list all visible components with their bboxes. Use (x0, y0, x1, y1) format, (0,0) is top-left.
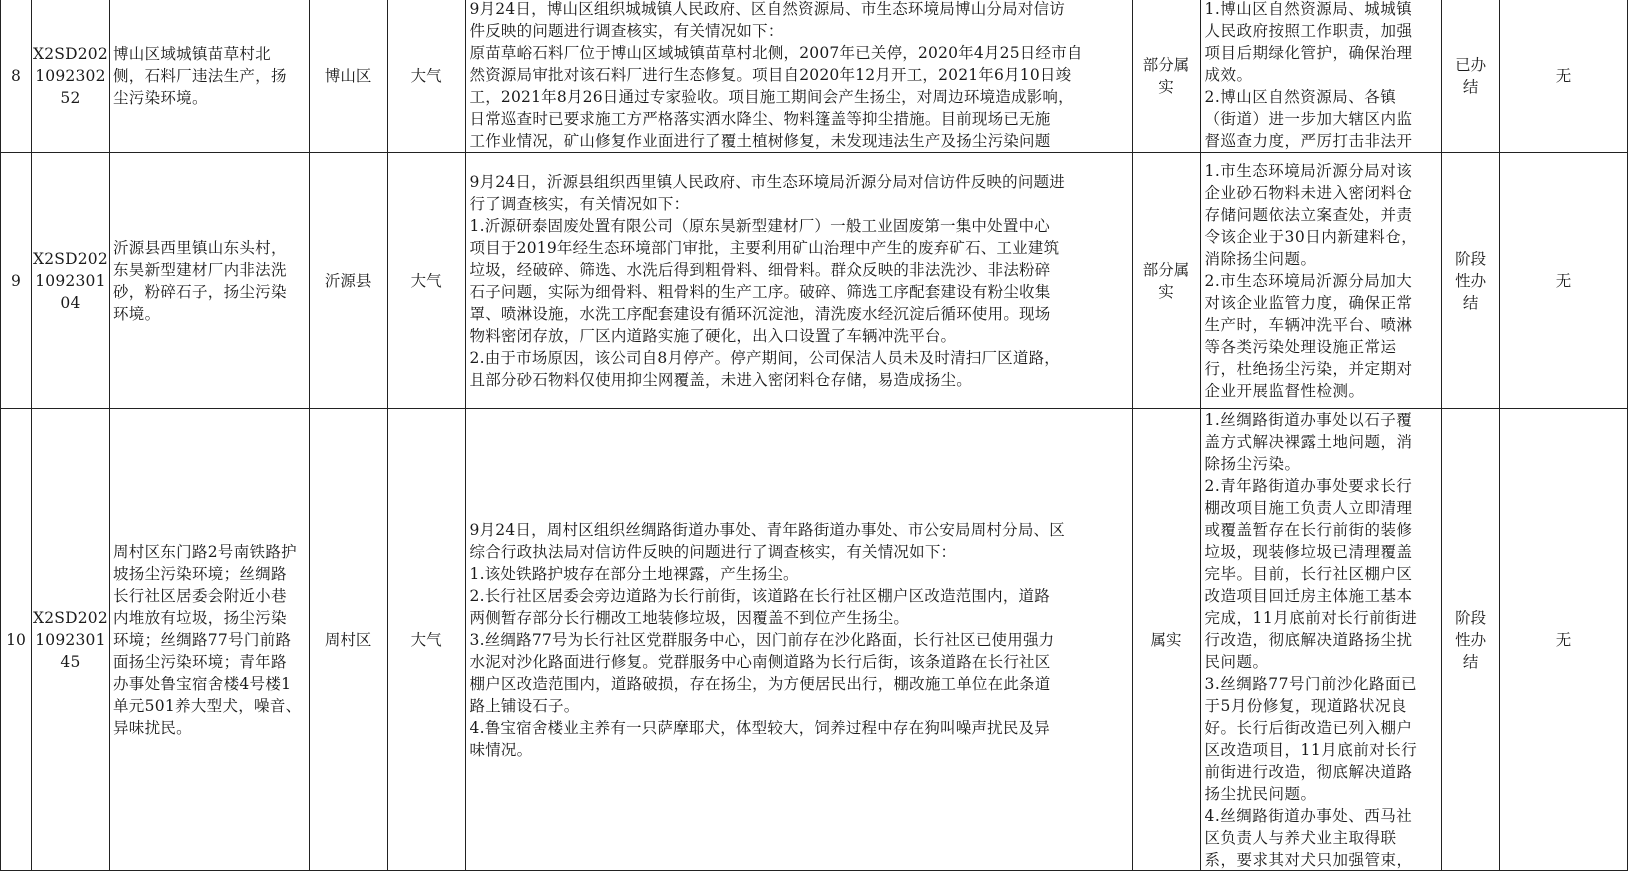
action-line: 2.博山区自然资源局、各镇 (1204, 88, 1397, 106)
description-line: 沂源县西里镇山东头村， (112, 238, 287, 257)
description-line: 侧，石料厂违法生产，扬 (112, 66, 287, 85)
action-line: 于5月份修复，现道路状况良 (1204, 697, 1407, 715)
case-code (31, 0, 109, 153)
accountability: 无 (1500, 153, 1628, 409)
action-line: 督巡查力度，严厉打击非法开 (1204, 132, 1413, 150)
action-line: 1.博山区自然资源局、城城镇 (1204, 0, 1413, 18)
completion-status (1442, 0, 1500, 153)
action-line: 盖方式解决裸露土地问题，消 (1204, 433, 1413, 451)
completion-status (1442, 153, 1500, 409)
action-line: 3.丝绸路77号门前沙化路面已 (1204, 675, 1418, 693)
status-line: 阶段 (1455, 249, 1487, 268)
description-line: 面扬尘污染环境；青年路 (112, 652, 287, 671)
result-line: 综合行政执法局对信访件反映的问题进行了调查核实，有关情况如下： (469, 542, 957, 561)
investigation-result (465, 153, 1132, 409)
result-line: 2.由于市场原因，该公司自8月停产。停产期间，公司保洁人员未及时清扫厂区道路， (469, 348, 1060, 367)
description-line: 长行社区居委会附近小巷 (112, 586, 287, 605)
case-code-line: X2SD202 (33, 608, 108, 627)
case-code-line: 04 (60, 293, 81, 312)
description-line: 办事处鲁宝宿舍楼4号楼1 (112, 674, 292, 693)
case-code-line: 45 (60, 652, 81, 671)
action-text (1205, 0, 1438, 152)
action-line: 垃圾，现装修垃圾已清理覆盖 (1204, 543, 1413, 561)
case-code (31, 409, 109, 871)
result-line: 工，2021年8月26日通过专家验收。项目施工期间会产生扬尘，对周边环境造成影响， (469, 88, 1074, 106)
verdict: 属实 (1132, 409, 1200, 871)
action-line: 对该企业监管力度，确保正常 (1204, 293, 1413, 312)
rectification-action (1200, 409, 1442, 871)
action-line: 2.青年路街道办事处要求长行 (1204, 477, 1413, 495)
pollution-type: 大气 (387, 0, 465, 153)
completion-status (1442, 409, 1500, 871)
description-line: 异味扰民。 (112, 718, 192, 737)
action-line: 企业开展监督性检测。 (1204, 381, 1365, 400)
status-line: 结 (1462, 652, 1479, 671)
case-code-line: 52 (60, 88, 81, 107)
description-line: 博山区域城镇苗草村北 (112, 44, 271, 63)
row-number: 9 (1, 153, 32, 409)
verdict (1132, 153, 1200, 409)
complaint-description (109, 153, 309, 409)
description-line: 东昊新型建材厂内非法洗 (112, 260, 287, 279)
result-line: 2.长行社区居委会旁边道路为长行前街，该道路在长行社区棚户区改造范围内，道路 (469, 586, 1050, 605)
status-line: 结 (1462, 77, 1479, 96)
result-line: 9月24日，周村区组织丝绸路街道办事处、青年路街道办事处、市公安局周村分局、区 (469, 520, 1065, 539)
action-line: 或覆盖暂存在长行前街的装修 (1204, 521, 1413, 539)
status-line: 阶段 (1455, 608, 1487, 627)
district: 周村区 (309, 409, 387, 871)
complaint-description (109, 0, 309, 153)
verdict-line: 实 (1158, 282, 1174, 301)
result-line: 1.沂源研泰固废处置有限公司（原东昊新型建材厂）一般工业固废第一集中处置中心 (469, 216, 1050, 235)
case-code-line: 1092302 (35, 66, 106, 85)
investigation-result (465, 0, 1132, 153)
description-line: 环境；丝绸路77号门前路 (112, 630, 292, 649)
row-number: 8 (1, 0, 32, 153)
action-line: 扬尘扰民问题。 (1204, 785, 1317, 803)
case-code-line: X2SD202 (33, 249, 108, 268)
action-line: 消除扬尘问题。 (1204, 249, 1317, 268)
description-line: 单元501养大型犬，噪音、 (112, 696, 302, 715)
action-line: 区负责人与养犬业主取得联 (1204, 829, 1397, 847)
table-row (1, 153, 1628, 409)
action-line: 成效。 (1204, 66, 1253, 84)
action-line: 行，杜绝扬尘污染，并定期对 (1204, 359, 1413, 378)
description-line: 坡扬尘污染环境；丝绸路 (112, 564, 287, 583)
result-line: 9月24日，沂源县组织西里镇人民政府、市生态环境局沂源分局对信访件反映的问题进 (469, 172, 1065, 191)
result-line: 味情况。 (469, 740, 533, 759)
case-code-line: 1092301 (35, 271, 106, 290)
action-line: 2.市生态环境局沂源分局加大 (1204, 271, 1413, 290)
result-line: 且部分砂石物料仅使用抑尘网覆盖，未进入密闭料仓存储，易造成扬尘。 (469, 370, 972, 389)
result-line: 项目于2019年经生态环境部门审批，主要利用矿山治理中产生的废弃矿石、工业建筑 (469, 238, 1060, 257)
description-line: 砂，粉碎石子，扬尘污染 (112, 282, 287, 301)
action-line: 完毕。目前，长行社区棚户区 (1204, 565, 1413, 583)
result-text (470, 0, 1128, 152)
rectification-action (1200, 0, 1442, 153)
investigation-result (465, 409, 1132, 871)
case-code-line: 1092301 (35, 630, 106, 649)
action-line: 民问题。 (1204, 653, 1269, 671)
action-line: 行改造，彻底解决道路扬尘扰 (1204, 631, 1413, 649)
result-line: 3.丝绸路77号为长行社区党群服务中心，因门前存在沙化路面，长行社区已使用强力 (469, 630, 1055, 649)
result-line: 然资源局审批对该石料厂进行生态修复。项目自2020年12月开工，2021年6月10日竣 (469, 66, 1072, 84)
action-line: 完成，11月底前对长行前街进 (1204, 609, 1418, 627)
result-line: 工作业情况，矿山修复作业面进行了覆土植树修复，未发现违法生产及扬尘污染问题 (469, 132, 1051, 150)
action-line: 令该企业于30日内新建料仓， (1204, 227, 1418, 246)
verdict-line: 实 (1158, 77, 1174, 96)
status-line: 结 (1462, 293, 1479, 312)
table-row (1, 409, 1628, 871)
verdict-line: 部分属 (1142, 55, 1190, 74)
result-line: 水泥对沙化路面进行修复。党群服务中心南侧道路为长行后街，该条道路在长行社区 (469, 652, 1051, 671)
status-line: 性办 (1455, 271, 1487, 290)
action-line: 生产时，车辆冲洗平台、喷淋 (1204, 315, 1413, 334)
result-line: 罩、喷淋设施，水洗工序配套建设有循环沉淀池，清洗废水经沉淀后循环使用。现场 (469, 304, 1051, 323)
action-line: 除扬尘污染。 (1204, 455, 1301, 473)
verdict-line: 部分属 (1142, 260, 1190, 279)
district: 博山区 (309, 0, 387, 153)
action-line: 等各类污染处理设施正常运 (1204, 337, 1397, 356)
action-text (1205, 409, 1438, 869)
description-line: 尘污染环境。 (112, 88, 208, 107)
pollution-type: 大气 (387, 409, 465, 871)
row-number: 10 (1, 409, 32, 871)
action-line: 1.丝绸路街道办事处以石子覆 (1204, 411, 1413, 429)
pollution-type: 大气 (387, 153, 465, 409)
result-line: 物料密闭存放，厂区内道路实施了硬化，出入口设置了车辆冲洗平台。 (469, 326, 957, 345)
result-line: 日常巡查时已要求施工方严格落实洒水降尘、物料篷盖等抑尘措施。目前现场已无施 (469, 110, 1051, 128)
verdict (1132, 0, 1200, 153)
accountability: 无 (1500, 0, 1628, 153)
description-line: 内堆放有垃圾，扬尘污染 (112, 608, 287, 627)
result-line: 4.鲁宝宿舍楼业主养有一只萨摩耶犬，体型较大，饲养过程中存在狗叫噪声扰民及异 (469, 718, 1050, 737)
result-line: 棚户区改造范围内，道路破损，存在扬尘，为方便居民出行，棚改施工单位在此条道 (469, 674, 1051, 693)
result-line: 垃圾，经破碎、筛选、水洗后得到粗骨料、细骨料。群众反映的非法洗沙、非法粉碎 (469, 260, 1051, 279)
action-line: 存储问题依法立案查处，并责 (1204, 205, 1413, 224)
result-line: 路上铺设石子。 (469, 696, 580, 715)
result-line: 件反映的问题进行调查核实，有关情况如下： (469, 22, 784, 40)
result-line: 1.该处铁路护坡存在部分土地裸露，产生扬尘。 (469, 564, 799, 583)
status-line: 性办 (1455, 630, 1487, 649)
action-line: 4.丝绸路街道办事处、西马社 (1204, 807, 1413, 825)
action-line: 系，要求其对犬只加强管束， (1204, 851, 1413, 869)
result-line: 石子问题，实际为细骨料、粗骨料的生产工序。破碎、筛选工序配套建设有粉尘收集 (469, 282, 1051, 301)
result-line: 行了调查核实，有关情况如下： (469, 194, 690, 213)
description-line: 环境。 (112, 304, 161, 323)
action-line: （街道）进一步加大辖区内监 (1204, 110, 1413, 128)
description-line: 周村区东门路2号南铁路护 (112, 542, 297, 561)
case-code (31, 153, 109, 409)
district: 沂源县 (309, 153, 387, 409)
action-line: 企业砂石物料未进入密闭料仓 (1204, 183, 1413, 202)
action-line: 人民政府按照工作职责，加强 (1204, 22, 1413, 40)
action-line: 好。长行后街改造已列入棚户 (1204, 719, 1413, 737)
action-line: 改造项目回迁房主体施工基本 (1204, 587, 1413, 605)
action-line: 项目后期绿化管护，确保治理 (1204, 44, 1413, 62)
result-line: 原苗草峪石料厂位于博山区域城镇苗草村北侧，2007年已关停，2020年4月25日经市自 (469, 44, 1083, 62)
status-line: 已办 (1455, 55, 1487, 74)
result-line: 9月24日，博山区组织城城镇人民政府、区自然资源局、市生态环境局博山分局对信访 (469, 0, 1065, 18)
complaint-description (109, 409, 309, 871)
action-line: 区改造项目，11月底前对长行 (1204, 741, 1418, 759)
action-line: 棚改项目施工负责人立即清理 (1204, 499, 1413, 517)
case-code-line: X2SD202 (33, 44, 108, 63)
result-line: 两侧暂存部分长行棚改工地装修垃圾，因覆盖不到位产生扬尘。 (469, 608, 910, 627)
action-line: 前街进行改造，彻底解决道路 (1204, 763, 1413, 781)
action-line: 1.市生态环境局沂源分局对该 (1204, 161, 1413, 180)
rectification-action (1200, 153, 1442, 409)
table-row (1, 0, 1628, 153)
accountability: 无 (1500, 409, 1628, 871)
